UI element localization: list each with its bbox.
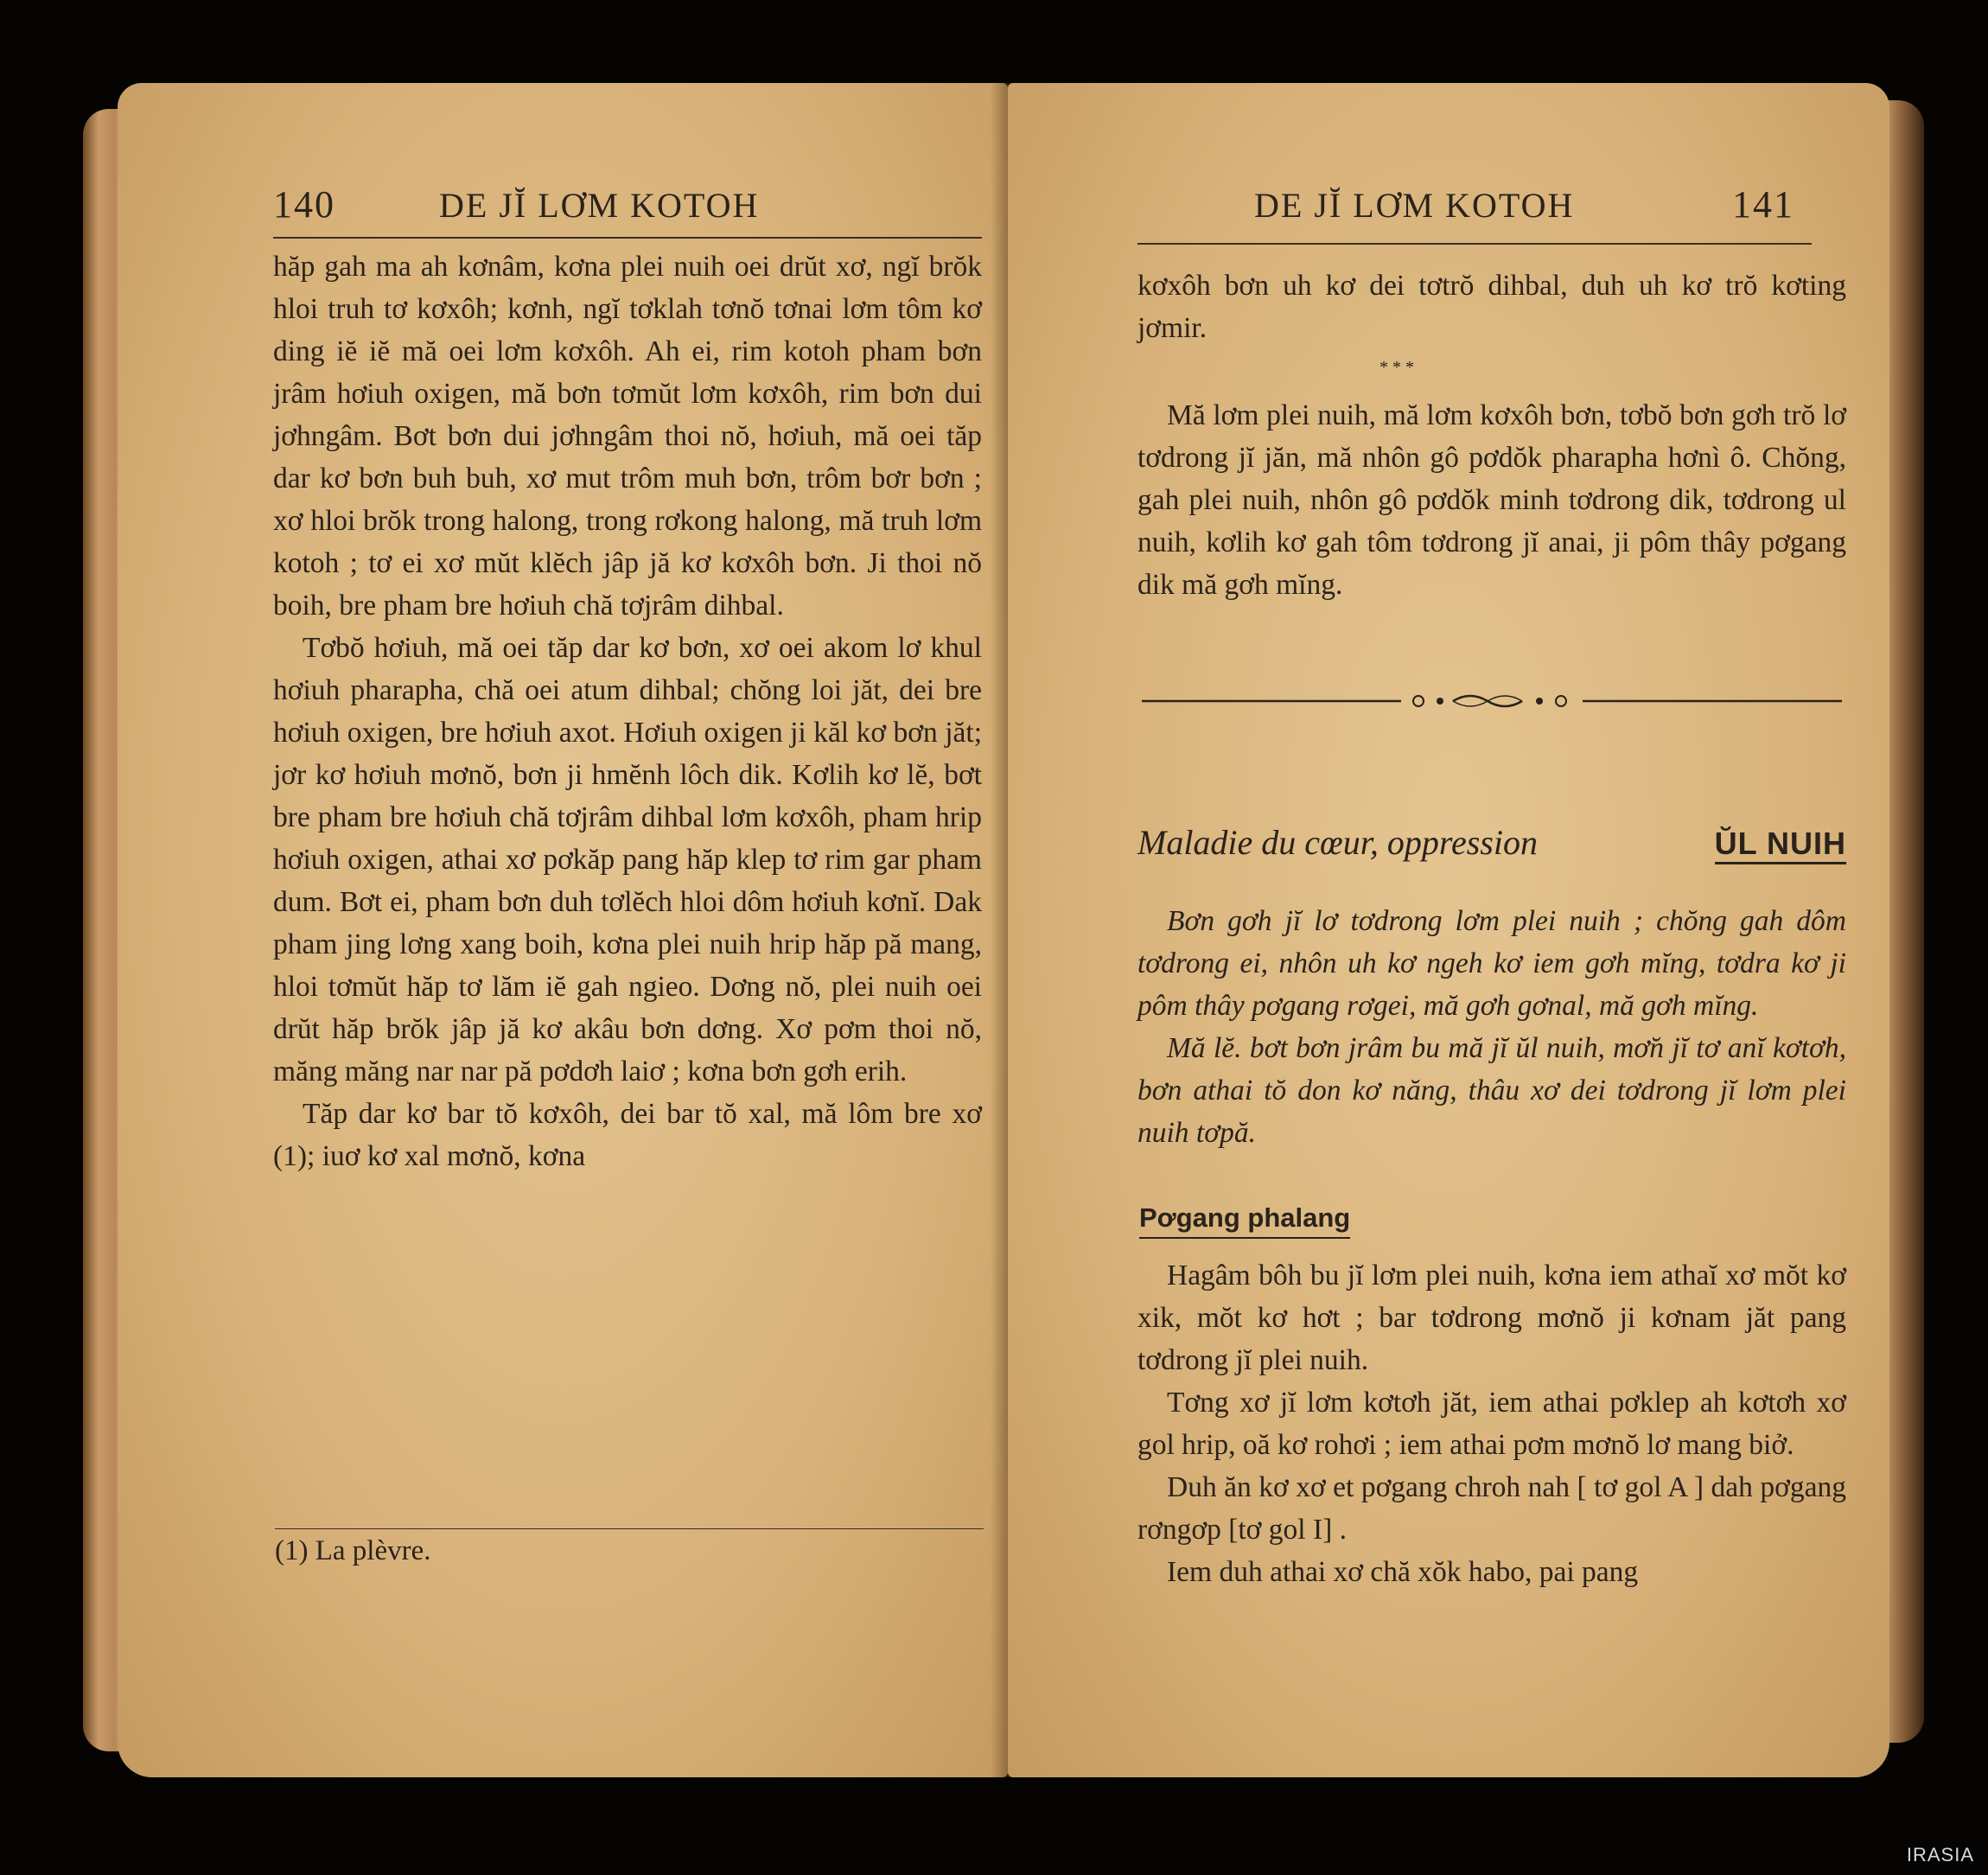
italic-intro	[1137, 900, 1846, 1154]
watermark: IRASIA	[1906, 1844, 1974, 1865]
left-page	[118, 83, 1008, 1777]
section-break-stars: * * *	[1379, 358, 1414, 377]
open-book	[83, 83, 1924, 1769]
right-top-text	[1137, 265, 1846, 349]
section-title-french: Maladie du cœur, oppression	[1137, 823, 1538, 862]
left-body-text	[273, 246, 982, 1177]
footnote-rule	[275, 1528, 984, 1529]
footnote: (1) La plèvre.	[275, 1535, 431, 1566]
right-body-text	[1137, 1254, 1846, 1593]
paragraph: hăp gah ma ah kơnâm, kơna plei nuih oei drŭt xơ, ngĭ brŏk hloi truh tơ kơxôh; kơnh, ngĭ tơklah tơnŏ tơnai lơm tôm kơ ding iĕ iĕ mă oei lơm kơxôh. Ah ei, rim kotoh pham bơn jrâm hơiuh oxigen, mă bơn tơmŭt lơm kơxôh, rim bơn dui jơhngâm. Bơt bơn dui jơhngâm thoi nŏ, hơiuh, mă oei tăp dar kơ bơn buh buh, xơ mut trôm muh bơn, trôm bơr bơn ; xơ hloi brŏk trong halong, trong rơkong halong, mă truh lơm kotoh ; tơ ei xơ mŭt klĕch jâp jă kơ kơxôh bơn. Ji thoi nŏ boih, bre pham bre hơiuh chă tơjrâm dihbal.	[273, 251, 982, 622]
left-page-header	[273, 182, 973, 226]
page-number: 140	[273, 183, 335, 226]
paragraph: Tơng xơ jĭ lơm kơtơh jăt, iem athai pơklep ah kơtơh xơ gol hrip, oă kơ rohơi ; iem athai pơm mơnŏ lơ mang biở.	[1137, 1387, 1846, 1461]
paragraph: Tăp dar kơ bar tŏ kơxôh, dei bar tŏ xal, mă lôm bre xơ (1); iuơ kơ xal mơnŏ, kơna	[273, 1098, 982, 1172]
ornamental-divider	[1142, 688, 1842, 714]
paragraph: Mă lơm plei nuih, mă lơm kơxôh bơn, tơbŏ bơn gơh trŏ lơ tơdrong jĭ jăn, mă nhôn gô pơdŏk pharapha hơnì ô. Chŏng, gah plei nuih, nhôn gô pơdŏk minh tơdrong dik, tơdrong ul nuih, kơlih kơ gah tôm tơdrong jĭ anai, ji pôm thây pơgang dik mă gơh mĭng.	[1137, 399, 1846, 601]
header-rule	[273, 237, 982, 239]
paragraph: Iem duh athai xơ chă xŏk habo, pai pang	[1167, 1556, 1639, 1588]
running-head: DE JĬ LƠM KOTOH	[439, 186, 760, 225]
right-paragraph	[1137, 394, 1846, 606]
right-page-header	[1137, 182, 1794, 226]
paragraph: Bơn gơh jĭ lơ tơdrong lơm plei nuih ; chŏng gah dôm tơdrong ei, nhôn uh kơ ngeh kơ iem gơh mĭng, tơdra kơ ji pôm thây pơgang rơgei, mă gơh gơnal, mă gơh mĭng.	[1137, 905, 1846, 1022]
paragraph: Tơbŏ hơiuh, mă oei tăp dar kơ bơn, xơ oei akom lơ khul hơiuh pharapha, chă oei atum dihbal; chŏng loi jăt, dei bre hơiuh oxigen, bre hơiuh axot. Hơiuh oxigen ji kăl kơ bơn jăt; jơr kơ hơiuh mơnŏ, bơn ji hmĕnh lôch dik. Kơlih kơ lĕ, bơt bre pham bre hơiuh chă tơjrâm dihbal lơm kơxôh, pham hrip hơiuh oxigen, athai xơ pơkăp pang hăp klep tơ rim gar pham dum. Bơt ei, pham bơn duh tơlĕch hloi dôm hơiuh kơnĭ. Dak pham jing lơng xang boih, kơna plei nuih hrip hăp pă mang, hloi tơmŭt hăp tơ lăm iĕ gah ngieo. Dơng nŏ, plei nuih oei drŭt hăp brŏk jâp jă kơ akâu bơn dơng. Xơ pơm thoi nŏ, măng măng nar nar pă pơdơh laiơ ; kơna bơn gơh erih.	[273, 632, 982, 1087]
subheading: Pơgang phalang	[1139, 1202, 1350, 1239]
paragraph: kơxôh bơn uh kơ dei tơtrŏ dihbal, duh uh kơ trŏ kơting jơmir.	[1137, 270, 1846, 344]
paragraph: Mă lĕ. bơt bơn jrâm bu mă jĭ ŭl nuih, mơ̆n jĭ tơ anĭ kơtơh, bơn athai tŏ don kơ năng, thâu xơ dei tơdrong jĭ lơm plei nuih tơpă.	[1137, 1032, 1846, 1149]
page-number: 141	[1732, 183, 1794, 226]
header-rule	[1137, 243, 1812, 245]
right-page	[1008, 83, 1889, 1777]
paragraph: Duh ăn kơ xơ et pơgang chroh nah [ tơ gol A ] dah pơgang rơngơp [tơ gol I] .	[1137, 1471, 1846, 1546]
paragraph: Hagâm bôh bu jĭ lơm plei nuih, kơna iem athaĭ xơ mŏt kơ xik, mŏt kơ hơt ; bar tơdrong mơnŏ ji kơnam jăt pang tơdrong jĭ plei nuih.	[1137, 1260, 1846, 1376]
section-title-bahnar: ŬL NUIH	[1715, 826, 1846, 864]
running-head: DE JĬ LƠM KOTOH	[1254, 186, 1575, 225]
section-title	[1137, 822, 1846, 874]
